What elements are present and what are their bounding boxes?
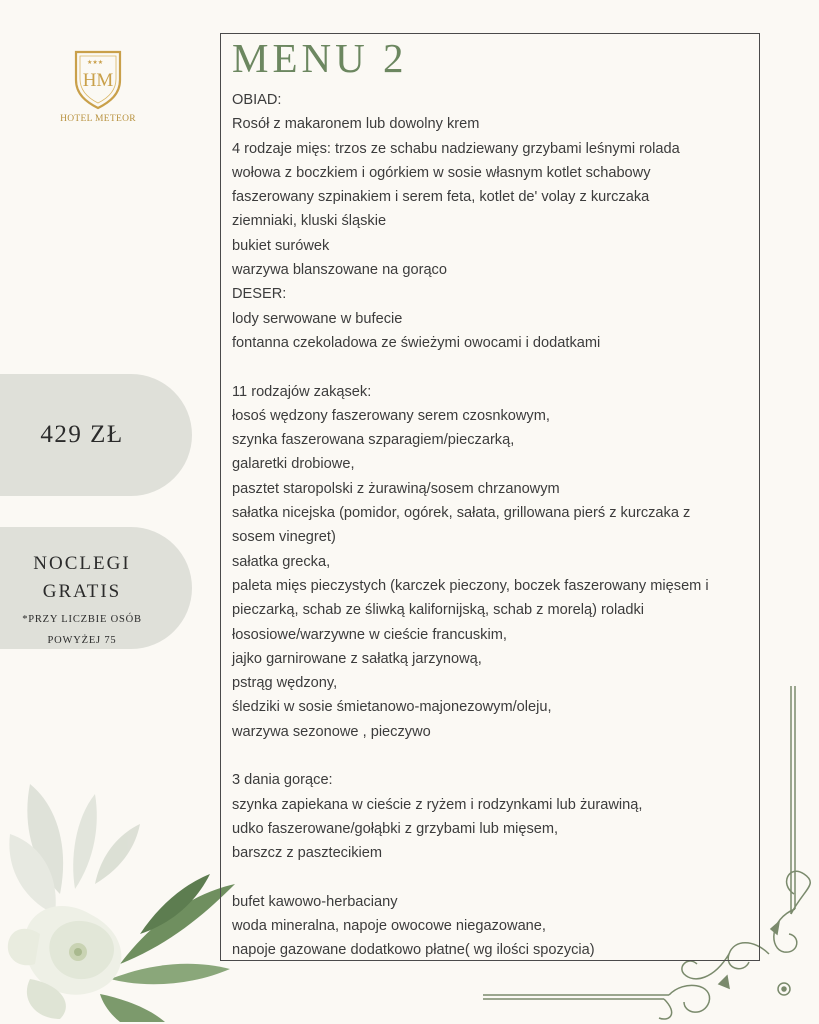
menu-line: fontanna czekoladowa ze świeżymi owocami i dodatkami [232,334,601,351]
menu-line: warzywa sezonowe , pieczywo [232,723,431,740]
gratis-note-line1: *PRZY LICZBIE OSÓB [22,614,142,625]
menu-title: MENU 2 [232,35,408,81]
gratis-line2: GRATIS [42,581,122,602]
menu-line: pasztet staropolski z żurawiną/sosem chrzanowym [232,480,560,497]
menu-line: jajko garnirowane z sałatką jarzynową, [232,650,482,667]
menu-spacer [232,744,757,768]
hotel-name: HOTEL METEOR [60,114,136,124]
menu-line: bukiet surówek [232,237,330,254]
menu-line: sosem vinegret) [232,529,336,546]
menu-line: łososiowe/warzywne w cieście francuskim, [232,626,507,643]
menu-line: śledziki w sosie śmietanowo-majonezowym/oleju, [232,699,552,716]
menu-line: woda mineralna, napoje owocowe niegazowane, [232,918,546,935]
free-accommodation-badge [0,527,192,649]
menu-line: szynka faszerowana szparagiem/pieczarką, [232,432,515,449]
menu-line: Rosół z makaronem lub dowolny krem [232,116,480,133]
svg-text:★★★: ★★★ [87,59,104,66]
menu-line: wołowa z boczkiem i ogórkiem w sosie własnym kotlet schabowy [232,164,651,181]
menu-line: łosoś wędzony faszerowany serem czosnkowym, [232,407,550,424]
menu-spacer [232,866,757,890]
logo-monogram: HM [82,70,114,91]
menu-line: pieczarką, schab ze śliwką kalifornijską, schab z morelą) roladki [232,602,645,619]
menu-line: 3 dania gorące: [232,772,333,789]
menu-line: faszerowany szpinakiem i serem feta, kotlet de' volay z kurczaka [232,189,650,206]
menu-line: ziemniaki, kluski śląskie [232,213,387,230]
menu-line: szynka zapiekana w cieście z ryżem i rodzynkami lub żurawiną, [232,796,643,813]
menu-line: galaretki drobiowe, [232,456,355,473]
menu-line: lody serwowane w bufecie [232,310,403,327]
menu-line: paleta mięs pieczystych (karczek pieczony, boczek faszerowany mięsem i [232,577,709,594]
menu-line: warzywa blanszowane na gorąco [232,262,447,279]
gratis-line1: NOCLEGI [33,553,131,574]
price-label: 429 ZŁ [40,421,124,448]
menu-line: OBIAD: [232,92,282,108]
price-badge [0,374,192,496]
hotel-logo [56,46,140,124]
menu-spacer [232,355,757,379]
shield-crest-icon [72,46,124,110]
menu-line: 11 rodzajów zakąsek: [232,383,372,400]
menu-line: sałatka nicejska (pomidor, ogórek, sałata, grillowana pierś z kurczaka z [232,505,691,522]
menu-line: napoje gazowane dodatkowo płatne( wg ilości spozycia) [232,942,595,959]
menu-line: sałatka grecka, [232,553,331,570]
menu-line: pstrąg wędzony, [232,675,338,692]
menu-line: barszcz z pasztecikiem [232,845,383,862]
menu-line: bufet kawowo-herbaciany [232,893,398,910]
menu-line: udko faszerowane/gołąbki z grzybami lub mięsem, [232,820,559,837]
menu-line: 4 rodzaje mięs: trzos ze schabu nadziewany grzybami leśnymi rolada [232,140,680,157]
menu-line: DESER: [232,286,287,303]
menu-content [232,88,757,963]
gratis-note-line2: POWYŻEJ 75 [47,635,117,646]
